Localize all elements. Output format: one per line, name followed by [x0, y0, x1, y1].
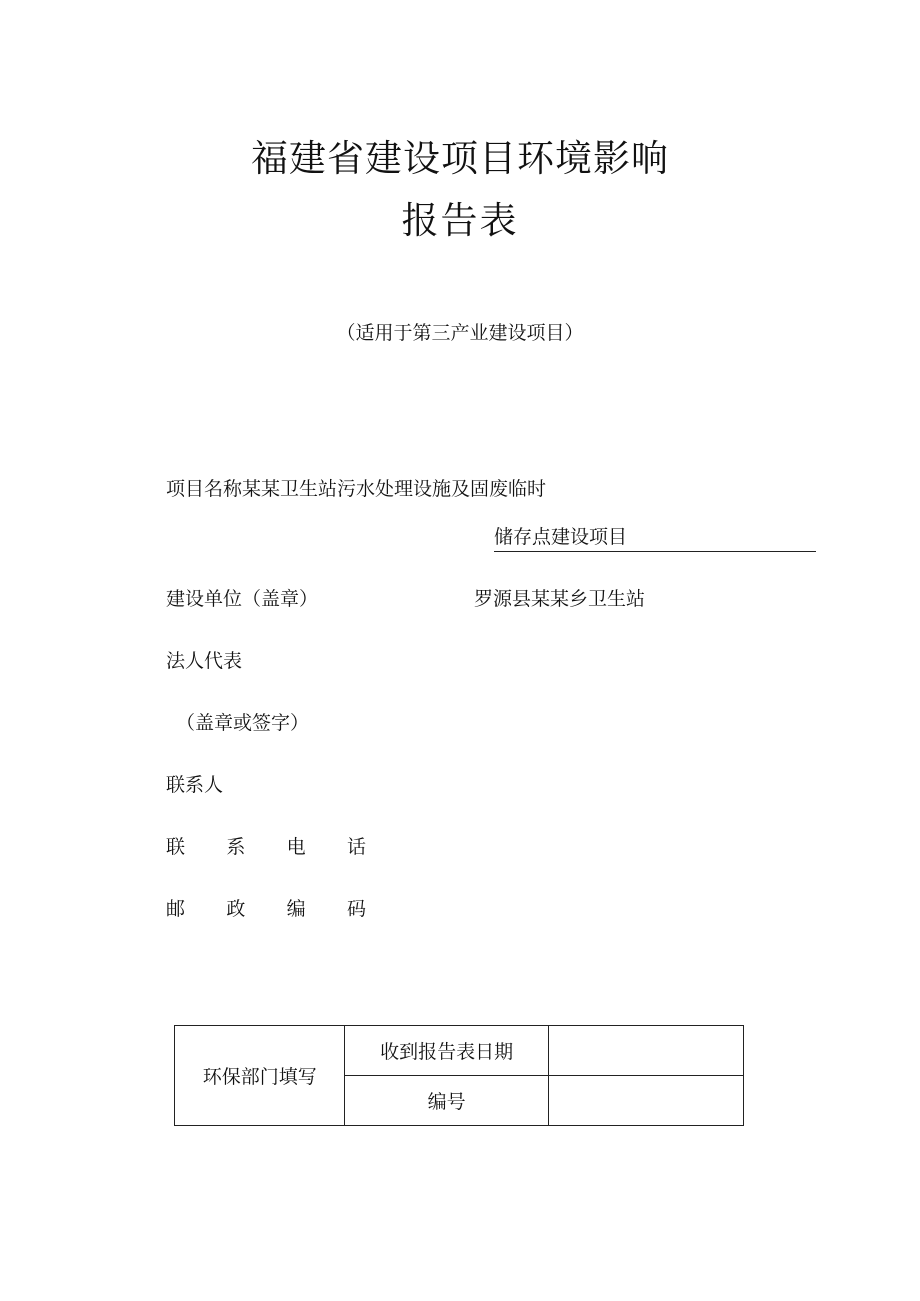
environmental-office-table	[174, 1025, 744, 1126]
contact-person-label: 联系人	[166, 774, 224, 796]
postal-code-label-char: 码	[346, 898, 366, 920]
report-number-label: 编号	[345, 1076, 548, 1126]
phone-label	[166, 832, 366, 859]
phone-label-char: 联	[166, 836, 186, 858]
construction-unit-value: 罗源县某某乡卫生站	[474, 588, 646, 610]
phone-label-char: 电	[286, 836, 306, 858]
report-subtitle: （适用于第三产业建设项目）	[336, 322, 584, 344]
postal-code-label	[166, 894, 366, 921]
received-date-value	[548, 1026, 743, 1076]
project-name-line-1: 项目名称某某卫生站污水处理设施及固废临时	[166, 478, 547, 500]
postal-code-label-char: 邮	[166, 898, 186, 920]
report-title-line-2: 报告表	[401, 199, 519, 242]
project-name-line-2: 储存点建设项目	[494, 522, 816, 552]
report-title-line-1: 福建省建设项目环境影响	[251, 137, 669, 180]
legal-representative-label: 法人代表	[166, 650, 243, 672]
report-number-value	[548, 1076, 743, 1126]
phone-label-char: 系	[226, 836, 246, 858]
postal-code-label-char: 编	[286, 898, 306, 920]
postal-code-label-char: 政	[226, 898, 246, 920]
phone-label-char: 话	[346, 836, 366, 858]
construction-unit-label: 建设单位（盖章）	[166, 588, 319, 610]
stamp-or-sign-note: （盖章或签字）	[176, 712, 310, 734]
office-section-label: 环保部门填写	[175, 1026, 345, 1126]
received-date-label: 收到报告表日期	[345, 1026, 548, 1076]
